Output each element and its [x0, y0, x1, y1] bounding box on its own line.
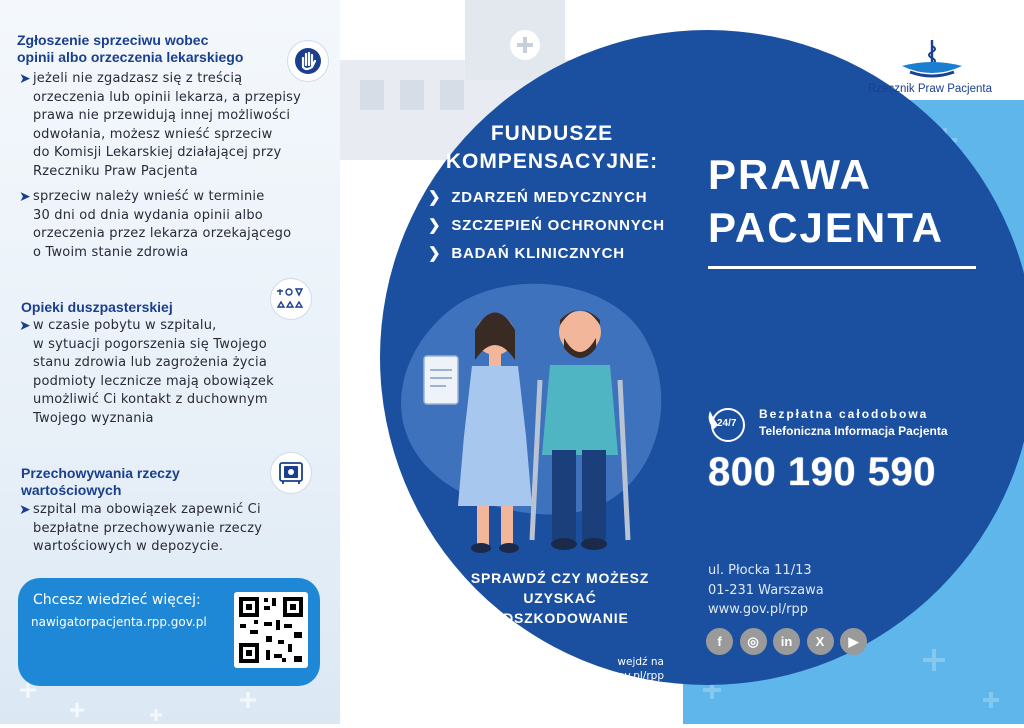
chevron-right-icon: ➤ [19, 318, 31, 334]
hotline-line2: Telefoniczna Informacja Pacjenta [759, 424, 948, 438]
title-line2: PACJENTA [708, 204, 945, 251]
website-link[interactable]: www.gov.pl/rpp [708, 602, 808, 617]
section-valuables-title [21, 465, 180, 499]
hotline-phone-number[interactable]: 800 190 590 [708, 450, 936, 494]
title-line1: PRAWA [708, 151, 873, 198]
cta-line1: SPRAWDŹ CZY MOŻESZ [470, 570, 650, 586]
cta-line2: UZYSKAĆ [523, 590, 597, 606]
social-media-bar [706, 628, 867, 655]
more-line1: wejdź na [617, 656, 664, 668]
fund-item: ❯ BADAŃ KLINICZNYCH [428, 245, 625, 262]
info-question: Chcesz wiedzieć więcej: [33, 592, 201, 608]
more-website-link[interactable]: www.gov.pl/rpp [583, 670, 664, 682]
bullet-line: do Komisji Lekarskiej działającej przy [33, 145, 282, 160]
bullet-line: sprzeciw należy wnieść w terminie [33, 189, 265, 204]
bullet-line: jeżeli nie zgadzasz się z treścią [33, 71, 243, 86]
fund-item: ❯ SZCZEPIEŃ OCHRONNYCH [428, 217, 665, 234]
bullet-line: 30 dni od dnia wydania opinii albo [33, 207, 263, 223]
section-pastoral-bullet1 [19, 317, 333, 428]
youtube-icon[interactable]: ▶ [840, 628, 867, 655]
bullet-line: umożliwić Ci kontakt z duchownym [33, 392, 268, 407]
more-info-note [560, 655, 664, 683]
instagram-icon[interactable]: ◎ [740, 628, 767, 655]
section-objection-bullet2 [19, 188, 333, 262]
section-objection-bullet1 [19, 70, 333, 181]
bullet-line: Twojego wyznania [33, 410, 154, 426]
title-underline [708, 266, 976, 269]
bullet-line: szpital ma obowiązek zapewnić Ci [33, 502, 261, 517]
address-line1: ul. Płocka 11/13 [708, 563, 812, 578]
patient-rights-title [708, 148, 944, 254]
info-box [18, 578, 320, 686]
bullet-line: orzeczenia lub opinii lekarza, a przepisy [33, 89, 302, 105]
heading-line1: FUNDUSZE [490, 122, 614, 145]
hotline-line1: Bezpłatna całodobowa [759, 407, 929, 421]
bullet-line: prawa nie przewidują innej możliwości [33, 108, 291, 123]
bullet-line: w sytuacji pogorszenia się Twojego [33, 336, 267, 352]
cta-line3: ODSZKODOWANIE [491, 610, 629, 626]
bullet-line: w czasie pobytu w szpitalu, [33, 318, 217, 333]
check-compensation-cta [430, 568, 690, 628]
contact-address [708, 561, 824, 620]
heading-line2: KOMPENSACYJNE: [445, 150, 659, 173]
phone-24-7-icon [706, 403, 748, 445]
fund-item: ❯ ZDARZEŃ MEDYCZNYCH [428, 189, 648, 206]
hotline-badge: 24/7 [717, 418, 737, 429]
linkedin-icon[interactable]: in [773, 628, 800, 655]
chevron-right-icon: ❯ [428, 217, 442, 234]
bullet-line: orzeczenia przez lekarza orzekającego [33, 226, 292, 241]
qr-code-icon [234, 592, 308, 668]
bullet-line: podmioty lecznicze mają obowiązek [33, 373, 274, 389]
section-valuables-bullet1 [19, 501, 333, 557]
bullet-line: Rzeczniku Praw Pacjenta [33, 163, 198, 179]
section-objection-title-line1: Zgłoszenie sprzeciwu wobec [17, 32, 209, 48]
bullet-line: stanu zdrowia lub zagrożenia życia [33, 355, 267, 370]
section-valuables-title-line2: wartościowych [21, 482, 122, 498]
bullet-line: o Twoim stanie zdrowia [33, 244, 189, 260]
bullet-line: wartościowych w depozycie. [33, 539, 224, 554]
chevron-right-icon: ➤ [19, 71, 31, 87]
section-objection-title [17, 32, 243, 66]
chevron-right-icon: ➤ [19, 189, 31, 205]
patient-and-nurse-illustration [380, 270, 680, 560]
x-icon[interactable]: X [807, 628, 834, 655]
compensation-funds-list [428, 188, 665, 262]
address-line2: 01-231 Warszawa [708, 582, 824, 598]
bullet-line: odwołania, możesz wnieść sprzeciw [33, 126, 273, 142]
compensation-funds-heading [436, 120, 668, 176]
section-pastoral-title: Opieki duszpasterskiej [21, 299, 173, 315]
chevron-right-icon: ❯ [428, 189, 442, 206]
rpp-logo-icon [896, 36, 968, 88]
chevron-right-icon: ➤ [19, 502, 31, 518]
facebook-icon[interactable]: f [706, 628, 733, 655]
section-objection-title-line2: opinii albo orzeczenia lekarskiego [17, 49, 244, 65]
hotline-description [759, 406, 948, 440]
rpp-logo-text: Rzecznik Praw Pacjenta [868, 83, 992, 95]
chevron-right-icon: ❯ [428, 245, 442, 262]
safe-icon [270, 452, 312, 494]
info-url-link[interactable]: nawigatorpacjenta.rpp.gov.pl [31, 615, 207, 629]
religious-symbols-icon [270, 278, 312, 320]
section-valuables-title-line1: Przechowywania rzeczy [21, 465, 180, 481]
bullet-line: bezpłatne przechowywanie rzeczy [33, 520, 263, 536]
